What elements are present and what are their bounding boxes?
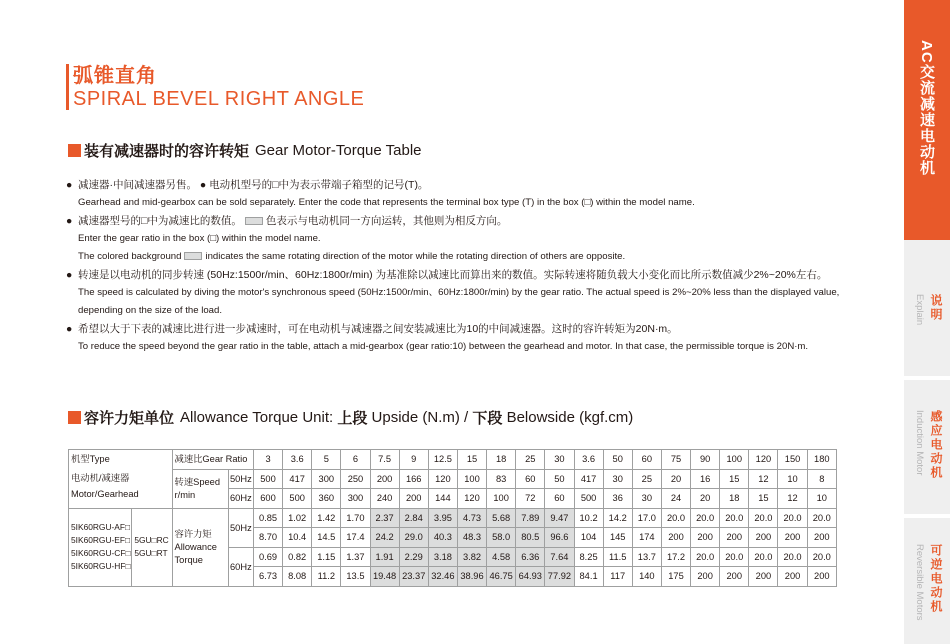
sidebar-main-tab[interactable]	[904, 0, 950, 240]
torque-cell: 13.7	[632, 547, 661, 567]
torque-cell: 200	[778, 567, 807, 587]
torque-cell: 80.5	[516, 528, 545, 548]
speed-cell: 120	[428, 469, 457, 489]
note-text: 电动机型号的□中为表示带端子箱型的记号(T)。	[209, 179, 429, 191]
speed-cell: 500	[574, 489, 603, 509]
speed-cell: 30	[632, 489, 661, 509]
speed-label-cell	[172, 469, 228, 508]
torque-cell: 11.2	[312, 567, 341, 587]
torque-cell: 20.0	[807, 508, 836, 528]
gear-ratio-cell: 18	[487, 450, 516, 470]
torque-cell: 9.47	[545, 508, 574, 528]
gear-ratio-cell: 25	[516, 450, 545, 470]
gear-ratio-cell: 12.5	[428, 450, 457, 470]
unit-prefix: Allowance Torque Unit:	[180, 409, 334, 426]
torque-table-container	[68, 449, 837, 587]
gear-ratio-cell: 3.6	[574, 450, 603, 470]
motor-model: 5IK60RGU-AF□	[71, 522, 131, 532]
torque-cell: 2.37	[370, 508, 399, 528]
hz60-label: 60Hz	[228, 489, 253, 509]
speed-cell: 200	[399, 489, 428, 509]
lower-label-en: Belowside (kgf.cm)	[506, 409, 634, 426]
torque-cell: 46.75	[487, 567, 516, 587]
torque-cell: 1.37	[341, 547, 370, 567]
torque-cell: 104	[574, 528, 603, 548]
speed-cell: 83	[487, 469, 516, 489]
torque-cell: 14.5	[312, 528, 341, 548]
note-2-cn	[66, 212, 866, 230]
torque-cell: 48.3	[457, 528, 486, 548]
torque-cell: 0.85	[253, 508, 282, 528]
note-text: indicates the same rotating direction of the motor while the rotating direction of others are opposite.	[205, 251, 626, 262]
speed-unit: r/min	[174, 489, 196, 500]
torque-label-en: Torque	[174, 554, 203, 565]
torque-cell: 1.91	[370, 547, 399, 567]
gear-model: 5GU□RT	[134, 548, 168, 558]
square-bullet-icon	[68, 144, 81, 157]
speed-cell: 12	[778, 489, 807, 509]
page-title-en: SPIRAL BEVEL RIGHT ANGLE	[73, 88, 365, 110]
torque-cell: 20.0	[807, 547, 836, 567]
torque-label-en: Allowance	[174, 541, 217, 552]
torque-table	[68, 449, 837, 587]
torque-cell: 0.82	[283, 547, 312, 567]
bullet-icon: ●	[66, 215, 73, 227]
note-1-cn	[66, 176, 866, 194]
gear-ratio-cell: 5	[312, 450, 341, 470]
torque-cell: 3.82	[457, 547, 486, 567]
torque-cell: 20.0	[749, 547, 778, 567]
bullet-icon: ●	[199, 179, 207, 191]
torque-cell: 3.95	[428, 508, 457, 528]
sidebar-tab-reversible-motors[interactable]	[904, 518, 950, 644]
torque-cell: 20.0	[661, 508, 690, 528]
torque-cell: 200	[749, 567, 778, 587]
torque-cell: 24.2	[370, 528, 399, 548]
torque-cell: 117	[603, 567, 632, 587]
note-3-cn	[66, 266, 866, 284]
torque-cell: 1.02	[283, 508, 312, 528]
torque-cell: 4.73	[457, 508, 486, 528]
bullet-icon: ●	[66, 269, 73, 281]
torque-cell: 20.0	[749, 508, 778, 528]
speed-cell: 417	[283, 469, 312, 489]
torque-cell: 84.1	[574, 567, 603, 587]
torque-label-cn: 容许力矩	[174, 528, 212, 539]
note-text: 减速器型号的□中为减速比的数值。	[78, 215, 242, 227]
torque-cell: 20.0	[691, 547, 720, 567]
gear-ratio-cell: 9	[399, 450, 428, 470]
note-3-en-b: depending on the size of the load.	[78, 305, 223, 316]
sidebar-tab-induction-motor[interactable]	[904, 380, 950, 514]
note-text: The colored background	[78, 251, 182, 262]
speed-cell: 18	[720, 489, 749, 509]
table-row-gear-ratio	[69, 450, 837, 470]
motor-models-cell	[69, 508, 132, 586]
torque-cell: 0.69	[253, 547, 282, 567]
torque-cell: 145	[603, 528, 632, 548]
note-text: 减速器·中间减速器另售。	[78, 179, 197, 191]
gear-ratio-cell: 7.5	[370, 450, 399, 470]
gear-ratio-cell: 150	[778, 450, 807, 470]
hz50-label: 50Hz	[228, 508, 253, 547]
torque-cell: 17.2	[661, 547, 690, 567]
torque-cell: 2.84	[399, 508, 428, 528]
section-title-en: Gear Motor-Torque Table	[255, 142, 422, 159]
note-2-en-a: Enter the gear ratio in the box (□) within the model name.	[78, 233, 321, 244]
speed-cell: 120	[457, 489, 486, 509]
color-swatch-icon	[245, 217, 263, 225]
torque-cell: 175	[661, 567, 690, 587]
gear-ratio-cell: 15	[457, 450, 486, 470]
note-4-cn	[66, 320, 866, 338]
torque-cell: 1.42	[312, 508, 341, 528]
gear-ratio-cell: 60	[632, 450, 661, 470]
lower-label-cn: 下段	[472, 410, 503, 427]
note-text: 转速是以电动机的同步转速 (50Hz:1500r/min、60Hz:1800r/min) 为基准除以减速比而算出来的数值。实际转速将随负载大小变化而比所示数值减少2%~20%左右。	[78, 269, 828, 281]
motor-gear-en: Motor/Gearhead	[71, 489, 139, 499]
motor-model: 5IK60RGU-EF□	[71, 535, 131, 545]
torque-cell: 8.08	[283, 567, 312, 587]
note-4-en: To reduce the speed beyond the gear ratio in the table, attach a mid-gearbox (gear ratio:10) between the gearhead and motor. In that case, the permissible torque is 20N·m.	[78, 341, 809, 352]
torque-cell: 200	[807, 567, 836, 587]
section-title-cn: 装有减速器时的容许转矩	[84, 143, 250, 160]
gear-ratio-cell: 3	[253, 450, 282, 470]
torque-cell: 40.3	[428, 528, 457, 548]
speed-cell: 417	[574, 469, 603, 489]
torque-cell: 13.5	[341, 567, 370, 587]
speed-cell: 100	[487, 489, 516, 509]
speed-cell: 15	[720, 469, 749, 489]
torque-cell: 77.92	[545, 567, 574, 587]
torque-cell: 29.0	[399, 528, 428, 548]
speed-cell: 50	[545, 469, 574, 489]
speed-cell: 10	[778, 469, 807, 489]
notes-list	[66, 176, 866, 356]
gear-models-cell	[132, 508, 172, 586]
speed-cell: 36	[603, 489, 632, 509]
torque-cell: 6.73	[253, 567, 282, 587]
speed-cell: 60	[545, 489, 574, 509]
gear-ratio-cell: 90	[691, 450, 720, 470]
torque-cell: 1.15	[312, 547, 341, 567]
sidebar-tab-label-en: Reversible Motors	[914, 544, 925, 621]
speed-cell: 15	[749, 489, 778, 509]
speed-cell: 30	[603, 469, 632, 489]
note-text: 希望以大于下表的减速比进行进一步减速时，可在电动机与减速器之间安装减速比为10的中间减速器。这时的容许转矩为20N·m。	[78, 323, 678, 335]
speed-cell: 600	[253, 489, 282, 509]
speed-cell: 300	[341, 489, 370, 509]
torque-cell: 10.4	[283, 528, 312, 548]
note-3-en-a: The speed is calculated by diving the motor's synchronous speed (50Hz:1500r/min、60Hz:1800r/min) by the gear ratio. The actual speed is 2%~20% less than the displayed value,	[78, 287, 840, 298]
torque-cell: 200	[691, 528, 720, 548]
header-model-type	[69, 450, 173, 509]
torque-cell: 140	[632, 567, 661, 587]
speed-cell: 10	[807, 489, 836, 509]
speed-cell: 100	[457, 469, 486, 489]
bullet-icon: ●	[66, 323, 73, 335]
sidebar-tab-explain[interactable]	[904, 240, 950, 376]
torque-cell: 4.58	[487, 547, 516, 567]
section-title-cn: 容许力矩单位	[84, 410, 175, 427]
gear-ratio-cell: 50	[603, 450, 632, 470]
torque-cell: 32.46	[428, 567, 457, 587]
upper-label-en: Upside (N.m) /	[371, 409, 469, 426]
torque-cell: 11.5	[603, 547, 632, 567]
torque-cell: 1.70	[341, 508, 370, 528]
gear-ratio-cell: 75	[661, 450, 690, 470]
note-text: 色表示与电动机同一方向运转，其他则为相反方向。	[265, 215, 508, 227]
speed-cell: 12	[749, 469, 778, 489]
torque-cell: 2.29	[399, 547, 428, 567]
gear-ratio-cell: 3.6	[283, 450, 312, 470]
torque-cell: 3.18	[428, 547, 457, 567]
torque-cell: 19.48	[370, 567, 399, 587]
torque-cell: 20.0	[778, 547, 807, 567]
speed-cell: 250	[341, 469, 370, 489]
speed-label: 转速Speed	[174, 476, 221, 487]
speed-cell: 500	[253, 469, 282, 489]
hz50-label: 50Hz	[228, 469, 253, 489]
speed-cell: 200	[370, 469, 399, 489]
sidebar-tab-label-cn: 感应电动机	[929, 410, 943, 480]
torque-cell: 7.64	[545, 547, 574, 567]
torque-cell: 58.0	[487, 528, 516, 548]
gear-ratio-cell: 30	[545, 450, 574, 470]
torque-cell: 64.93	[516, 567, 545, 587]
speed-cell: 20	[661, 469, 690, 489]
gear-ratio-cell: 120	[749, 450, 778, 470]
torque-cell: 200	[778, 528, 807, 548]
motor-model: 5IK60RGU-HF□	[71, 561, 131, 571]
torque-cell: 8.70	[253, 528, 282, 548]
torque-cell: 7.89	[516, 508, 545, 528]
torque-cell: 20.0	[691, 508, 720, 528]
sidebar-tab-label-cn: 说明	[929, 294, 943, 322]
speed-cell: 240	[370, 489, 399, 509]
speed-cell: 360	[312, 489, 341, 509]
bullet-icon: ●	[66, 179, 73, 191]
torque-cell: 8.25	[574, 547, 603, 567]
section-heading-allowance-torque	[68, 407, 633, 428]
note-1-en: Gearhead and mid-gearbox can be sold separately. Enter the code that represents the terminal box type (T) in the box (□) within the model name.	[78, 197, 695, 208]
torque-cell: 17.0	[632, 508, 661, 528]
color-swatch-icon	[184, 252, 202, 260]
torque-cell: 38.96	[457, 567, 486, 587]
speed-cell: 20	[691, 489, 720, 509]
torque-cell: 20.0	[720, 547, 749, 567]
speed-cell: 8	[807, 469, 836, 489]
sidebar-main-label: AC交流减速电动机	[918, 40, 935, 176]
gear-ratio-cell: 6	[341, 450, 370, 470]
sidebar-tab-label-en: Induction Motor	[914, 410, 925, 476]
torque-cell: 200	[720, 567, 749, 587]
speed-cell: 144	[428, 489, 457, 509]
page-title	[66, 64, 364, 110]
page-title-cn: 弧锥直角	[73, 65, 157, 87]
torque-label-cell	[172, 508, 228, 586]
speed-cell: 16	[691, 469, 720, 489]
speed-cell: 72	[516, 489, 545, 509]
gear-ratio-cell: 100	[720, 450, 749, 470]
torque-cell: 200	[807, 528, 836, 548]
torque-cell: 17.4	[341, 528, 370, 548]
note-2-en-b	[66, 248, 866, 266]
section-heading-torque-table	[68, 140, 422, 161]
sidebar-tab-label-cn: 可逆电动机	[929, 544, 943, 614]
torque-cell: 96.6	[545, 528, 574, 548]
speed-cell: 25	[632, 469, 661, 489]
gear-ratio-label: 减速比Gear Ratio	[172, 450, 253, 470]
speed-cell: 500	[283, 489, 312, 509]
sidebar-tab-label-en: Explain	[914, 294, 925, 326]
torque-cell: 5.68	[487, 508, 516, 528]
torque-cell: 6.36	[516, 547, 545, 567]
motor-model: 5IK60RGU-CF□	[71, 548, 131, 558]
upper-label-cn: 上段	[337, 410, 368, 427]
table-row-torque-50hz-nm	[69, 508, 837, 528]
torque-cell: 200	[749, 528, 778, 548]
speed-cell: 60	[516, 469, 545, 489]
speed-cell: 300	[312, 469, 341, 489]
torque-cell: 20.0	[778, 508, 807, 528]
torque-cell: 200	[691, 567, 720, 587]
gear-model: 5GU□RC	[134, 535, 169, 545]
speed-cell: 24	[661, 489, 690, 509]
torque-cell: 10.2	[574, 508, 603, 528]
model-type-label: 机型Type	[71, 454, 110, 464]
motor-gear-cn: 电动机/减速器	[71, 473, 130, 483]
speed-cell: 166	[399, 469, 428, 489]
square-bullet-icon	[68, 411, 81, 424]
torque-cell: 23.37	[399, 567, 428, 587]
table-row-speed-50hz	[69, 469, 837, 489]
torque-cell: 200	[720, 528, 749, 548]
torque-cell: 20.0	[720, 508, 749, 528]
torque-cell: 174	[632, 528, 661, 548]
hz60-label: 60Hz	[228, 547, 253, 586]
gear-ratio-cell: 180	[807, 450, 836, 470]
torque-cell: 200	[661, 528, 690, 548]
torque-cell: 14.2	[603, 508, 632, 528]
